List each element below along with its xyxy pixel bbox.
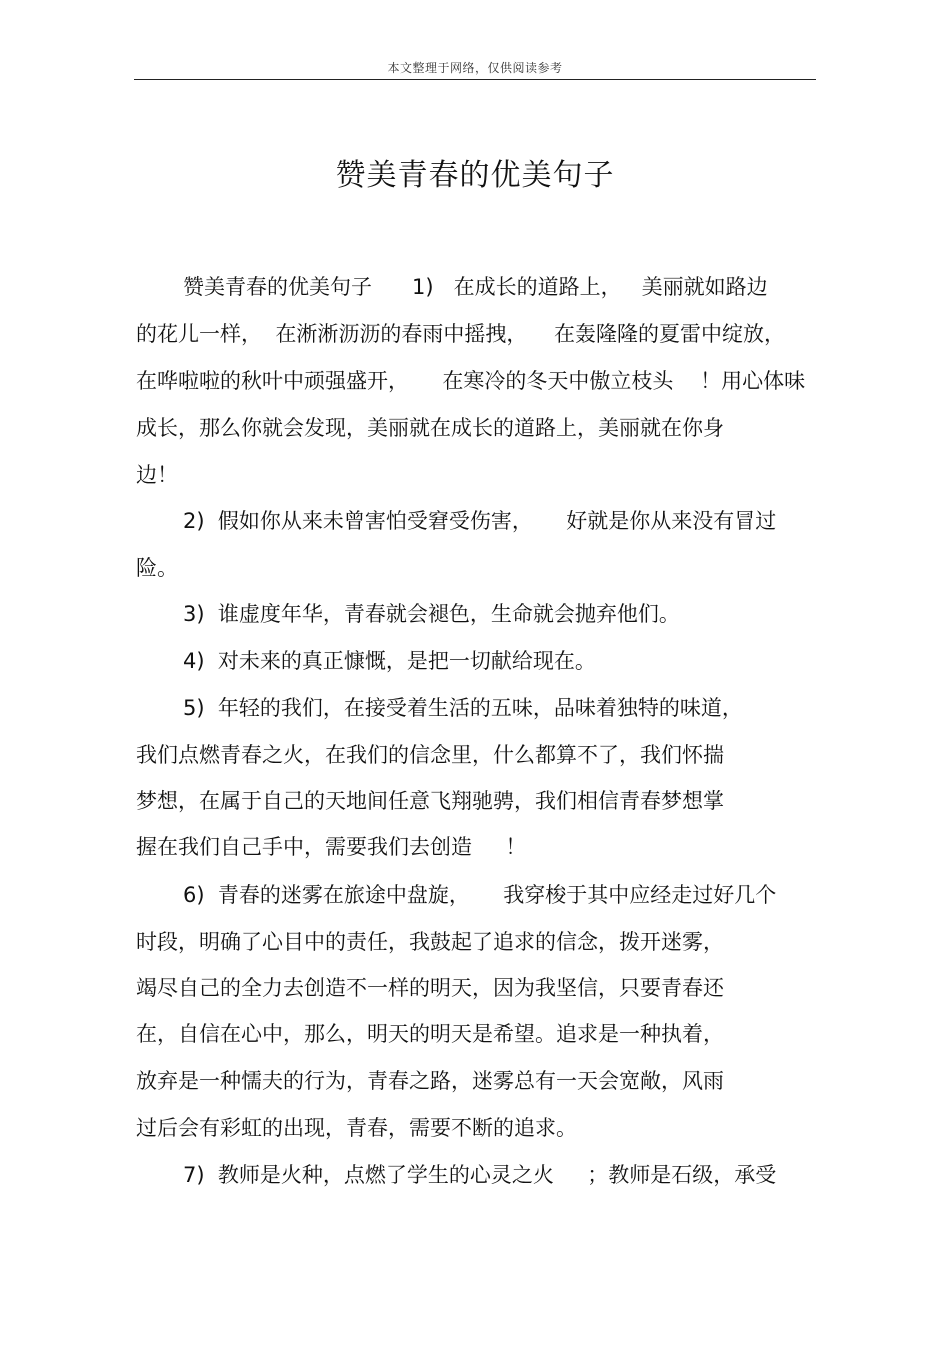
text-line: 2) 假如你从来未曾害怕受窘受伤害， 好就是你从来没有冒过 [183, 509, 777, 533]
text-line: 竭尽自己的全力去创造不一样的明天，因为我坚信，只要青春还 [136, 976, 724, 1000]
text-line: 放弃是一种懦夫的行为，青春之路，迷雾总有一天会宽敞，风雨 [136, 1069, 724, 1093]
page-title: 赞美青春的优美句子 [335, 158, 615, 193]
text-line: 5) 年轻的我们，在接受着生活的五味，品味着独特的味道， [183, 696, 743, 720]
text-line: 时段，明确了心目中的责任，我鼓起了追求的信念，拨开迷雾， [136, 930, 724, 954]
text-line: 边！ [136, 463, 178, 487]
text-line: 过后会有彩虹的出现，青春，需要不断的追求。 [136, 1116, 577, 1140]
text-line: 的花儿一样， 在淅淅沥沥的春雨中摇拽， 在轰隆隆的夏雷中绽放， [136, 322, 786, 346]
header-note: 本文整理于网络，仅供阅读参考 [387, 61, 563, 75]
text-line: 成长，那么你就会发现，美丽就在成长的道路上，美丽就在你身 [136, 416, 724, 440]
text-line: 我们点燃青春之火，在我们的信念里，什么都算不了，我们怀揣 [136, 743, 724, 767]
text-line: 4) 对未来的真正慷慨，是把一切献给现在。 [183, 649, 596, 673]
header-divider [134, 79, 816, 80]
text-line: 3) 谁虚度年华，青春就会褪色，生命就会抛弃他们。 [183, 602, 680, 626]
text-line: 梦想，在属于自己的天地间任意飞翔驰骋，我们相信青春梦想掌 [136, 789, 724, 813]
text-line: 7) 教师是火种，点燃了学生的心灵之火 ；教师是石级，承受 [183, 1163, 777, 1187]
text-line: 在，自信在心中，那么，明天的明天是希望。追求是一种执着， [136, 1022, 724, 1046]
text-line: 在哗啦啦的秋叶中顽强盛开， 在寒冷的冬天中傲立枝头 ！用心体味 [136, 369, 806, 393]
text-line: 赞美青春的优美句子 1) 在成长的道路上， 美丽就如路边 [183, 275, 768, 299]
text-line: 6) 青春的迷雾在旅途中盘旋， 我穿梭于其中应经走过好几个 [183, 883, 777, 907]
text-line: 险。 [136, 556, 178, 580]
text-line: 握在我们自己手中，需要我们去创造 ！ [136, 835, 527, 859]
